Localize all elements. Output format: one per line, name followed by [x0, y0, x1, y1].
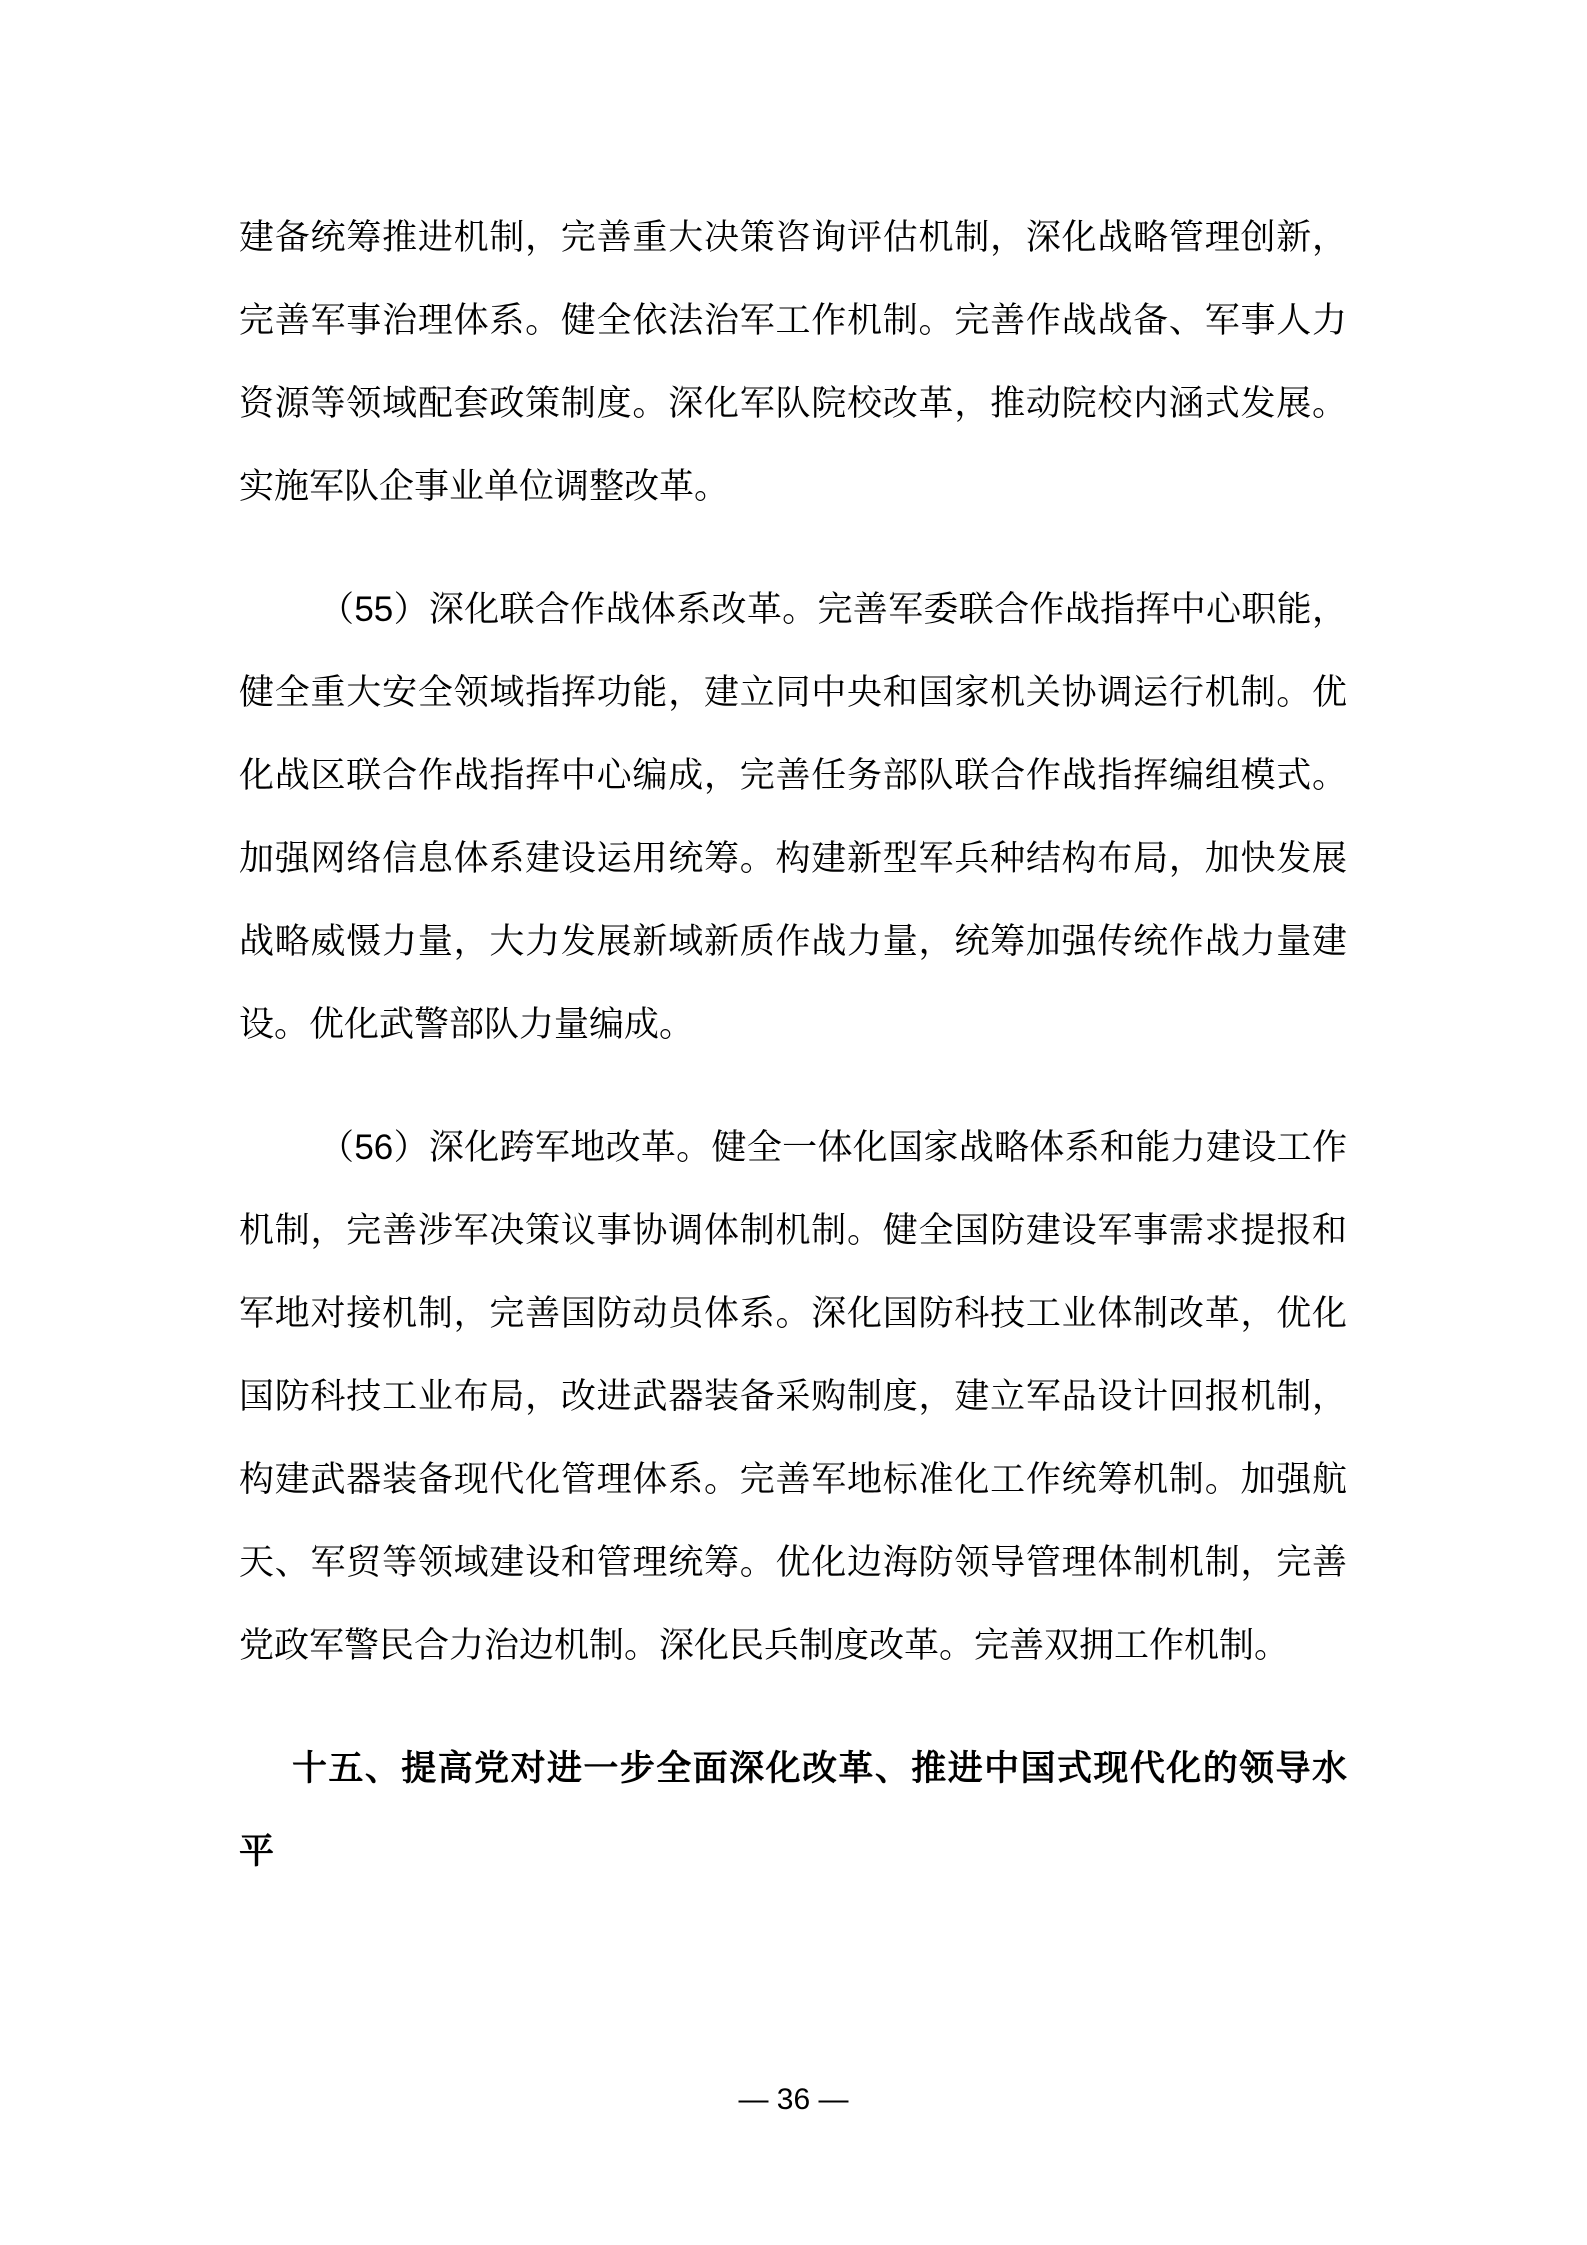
text-line: 军地对接机制，完善国防动员体系。深化国防科技工业体制改革，优化: [239, 1294, 1347, 1333]
text-line: 健全重大安全领域指挥功能，建立同中央和国家机关协调运行机制。优: [239, 673, 1347, 712]
text-line: 战略威慑力量，大力发展新域新质作战力量，统筹加强传统作战力量建: [239, 922, 1347, 961]
text-line: 构建武器装备现代化管理体系。完善军地标准化工作统筹机制。加强航: [239, 1460, 1347, 1499]
text-line: （55）深化联合作战体系改革。完善军委联合作战指挥中心职能，: [319, 590, 1347, 629]
text-line: 实施军队企事业单位调整改革。: [239, 467, 730, 506]
text-line: 加强网络信息体系建设运用统筹。构建新型军兵种结构布局，加快发展: [239, 839, 1347, 878]
text-line: 化战区联合作战指挥中心编成，完善任务部队联合作战指挥编组模式。: [239, 756, 1347, 795]
text-line: 党政军警民合力治边机制。深化民兵制度改革。完善双拥工作机制。: [239, 1626, 1290, 1665]
text-line: 建备统筹推进机制，完善重大决策咨询评估机制，深化战略管理创新，: [239, 218, 1347, 257]
text-line: 天、军贸等领域建设和管理统筹。优化边海防领导管理体制机制，完善: [239, 1543, 1347, 1582]
paragraph-item-55: [239, 568, 1347, 1066]
text-line: 国防科技工业布局，改进武器装备采购制度，建立军品设计回报机制，: [239, 1377, 1347, 1416]
section-heading-15: [239, 1727, 1347, 1893]
text-line: （56）深化跨军地改革。健全一体化国家战略体系和能力建设工作: [319, 1128, 1347, 1167]
text-line: 平: [239, 1832, 275, 1871]
text-line: 十五、提高党对进一步全面深化改革、推进中国式现代化的领导水: [292, 1749, 1347, 1788]
text-line: 机制，完善涉军决策议事协调体制机制。健全国防建设军事需求提报和: [239, 1211, 1347, 1250]
document-text: [239, 196, 1347, 1933]
text-line: 完善军事治理体系。健全依法治军工作机制。完善作战战备、军事人力: [239, 301, 1347, 340]
text-line: 设。优化武警部队力量编成。: [239, 1005, 695, 1044]
paragraph-continuation: [239, 196, 1347, 528]
page-number: — 36 —: [738, 2083, 849, 2116]
text-line: 资源等领域配套政策制度。深化军队院校改革，推动院校内涵式发展。: [239, 384, 1347, 423]
paragraph-item-56: [239, 1106, 1347, 1687]
